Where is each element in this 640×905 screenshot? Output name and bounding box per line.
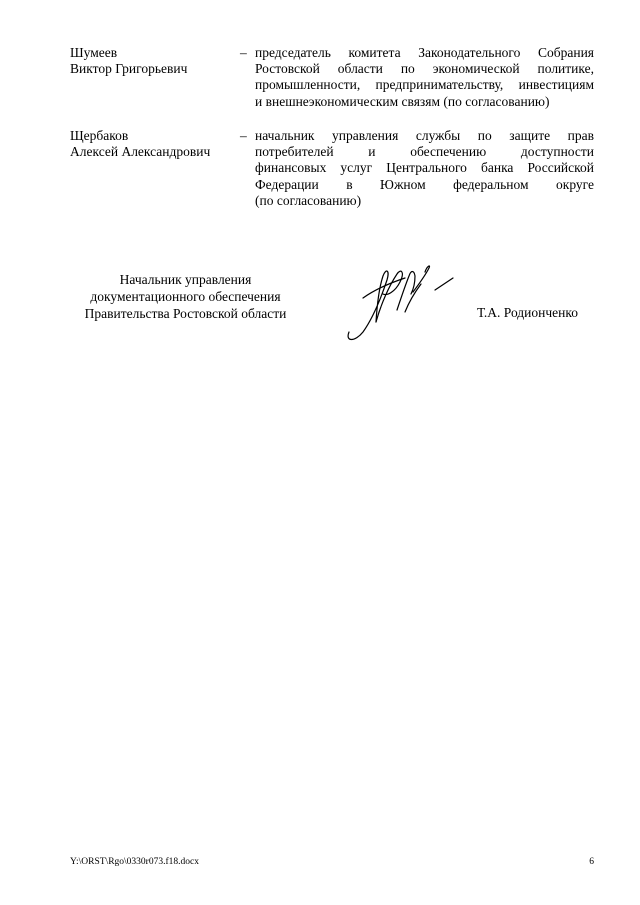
signatory-name: Т.А. Родионченко xyxy=(477,305,578,320)
member-name xyxy=(70,128,242,160)
signatory-position-line: Начальник управления xyxy=(119,272,252,287)
position-line: начальник управления службы по защите прав xyxy=(255,128,594,143)
position-line: председатель комитета Законодательного Собрания xyxy=(255,45,594,60)
position-line: потребителей и обеспечению доступности xyxy=(255,144,594,160)
position-line: и внешнеэкономическим связям (по согласованию) xyxy=(255,93,550,109)
position-line: (по согласованию) xyxy=(255,192,362,208)
footer-file-path: Y:\ORST\Rgo\0330r073.f18.docx xyxy=(70,857,199,867)
member-given-names: Виктор Григорьевич xyxy=(70,61,188,77)
member-position xyxy=(255,128,594,209)
signatory-position xyxy=(63,271,308,322)
position-line: промышленности, предпринимательству, инвестициям xyxy=(255,77,594,93)
member-position xyxy=(255,45,594,110)
position-line: Федерации в Южном федеральном округе xyxy=(255,176,594,192)
member-given-names: Алексей Александрович xyxy=(70,144,211,160)
separator-dash: – xyxy=(240,45,247,60)
separator-dash: – xyxy=(240,128,247,143)
member-surname: Шумеев xyxy=(70,45,118,60)
signatory-position-line: документационного обеспечения xyxy=(90,289,281,304)
handwritten-signature xyxy=(343,258,455,344)
footer-page-number: 6 xyxy=(589,857,594,867)
member-surname: Щербаков xyxy=(70,128,129,143)
signatory-position-line: Правительства Ростовской области xyxy=(84,306,287,321)
position-line: финансовых услуг Центрального банка Российской xyxy=(255,160,594,176)
position-line: Ростовской области по экономической политике, xyxy=(255,61,594,77)
member-name xyxy=(70,45,242,77)
